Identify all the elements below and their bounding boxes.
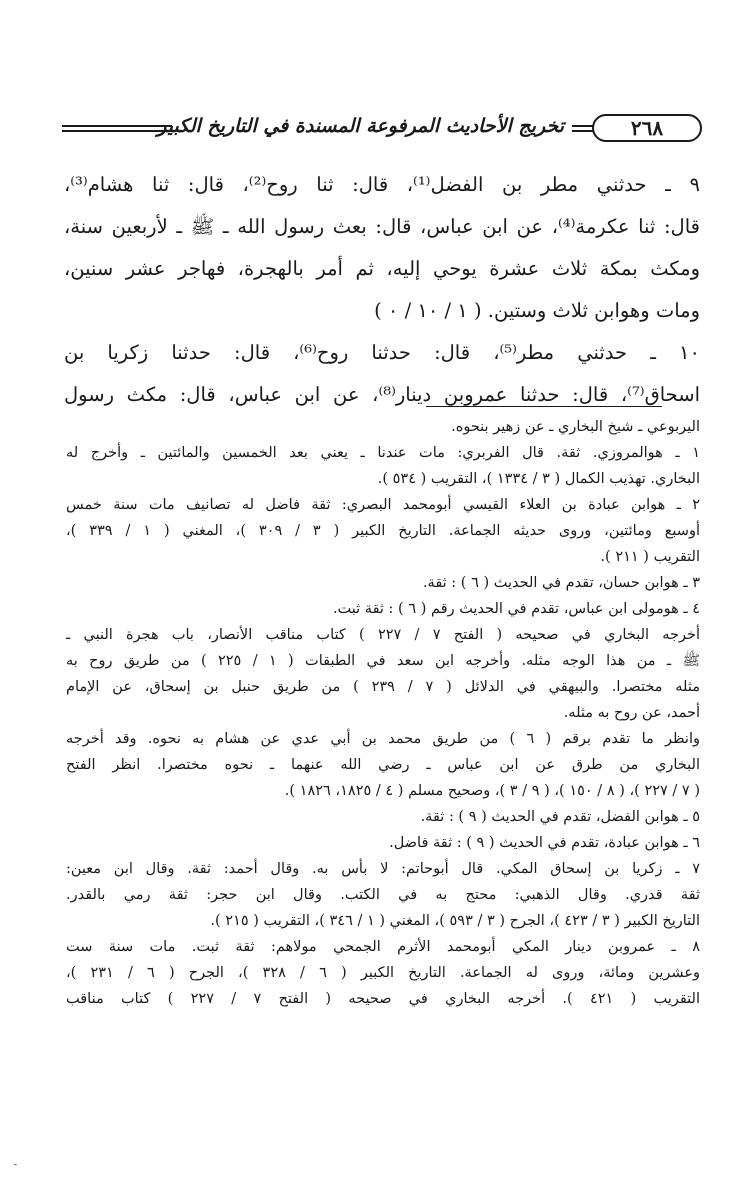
footnote-line: ١ ـ هوالمروزي. ثقة. قال الفربري: مات عندنا ـ يعني بعد الخمسين والمائتين ـ وأخرج له [66, 445, 700, 461]
main-line: ٩ ـ حدثني مطر بن الفضل⁽¹⁾، قال: ثنا روح⁽²⁾، قال: ثنا هشام⁽³⁾، [64, 173, 700, 196]
page-number: ٢٦٨ [592, 114, 702, 142]
footnote-line: اليربوعي ـ شيخ البخاري ـ عن زهير بنحوه. [451, 419, 700, 435]
footnote-line: وانظر ما تقدم برقم ( ٦ ) من طريق محمد بن أبي عدي عن هشام به نحوه. وقد أخرجه [66, 731, 700, 747]
footnote-separator [426, 406, 662, 407]
main-line: اسحاق⁽⁷⁾، قال: حدثنا عمروبن دينار⁽⁸⁾، عن ابن عباس، قال: مكث رسول [64, 383, 700, 406]
header-rule [62, 130, 172, 132]
footnote-line: التقريب ( ٢١١ ). [600, 549, 700, 565]
footnote-line: ﷺ ـ من هذا الوجه مثله. وأخرجه ابن سعد في الطبقات ( ١ / ٢٢٥ ) من طريق روح به [66, 653, 700, 669]
footnote-line: البخاري. تهذيب الكمال ( ٣ / ١٣٣٤ )، التقريب ( ٥٣٤ ). [377, 471, 700, 487]
footnote-line: ٣ ـ هوابن حسان، تقدم في الحديث ( ٦ ) : ثقة. [422, 575, 700, 591]
footnote-line: ٢ ـ هوابن عبادة بن العلاء القيسي أبومحمد البصري: ثقة فاضل له تصانيف مات سنة خمس [66, 497, 700, 513]
footnote-line: وعشرين ومائة، وروى له الجماعة. التاريخ الكبير ( ٦ / ٣٢٨ )، الجرح ( ٦ / ٢٣١ )، [66, 965, 700, 981]
corner-mark: ـ [14, 1158, 17, 1168]
page-header [62, 110, 702, 146]
header-rule [572, 125, 594, 127]
footnote-line: مثله مختصرا. والبيهقي في الدلائل ( ٧ / ٢٣٩ ) من طريق حنبل بن إسحاق، عن الإمام [66, 679, 700, 695]
main-text [64, 164, 700, 416]
footnotes [66, 414, 700, 1012]
footnote-line: ٥ ـ هوابن الفضل، تقدم في الحديث ( ٩ ) : ثقة. [420, 809, 700, 825]
footnote-line: ( ٧ / ٢٢٧ )، ( ٨ / ١٥٠ )، ( ٩ / ٣ )، وصحيح مسلم ( ٤ / ١٨٢٥، ١٨٢٦ ). [284, 783, 700, 799]
footnote-line: ثقة قدري. وقال الذهبي: محتج به في الكتب. وقال ابن حجر: ثقة رمي بالقدر. [66, 887, 700, 903]
footnote-line: أحمد، عن روح به مثله. [563, 705, 700, 721]
footnote-line: البخاري من طرق عن ابن عباس ـ رضي الله عنهما ـ نحوه مختصرا. انظر الفتح [66, 757, 700, 773]
main-line: ومات وهوابن ثلاث وستين. ( ١ / ١٠ / ٠ ) [374, 299, 700, 322]
main-line: ١٠ ـ حدثني مطر⁽⁵⁾، قال: حدثنا روح⁽⁶⁾، قال: حدثنا زكريا بن [64, 341, 700, 364]
header-rule [572, 130, 594, 132]
footnote-line: ٤ ـ هومولى ابن عباس، تقدم في الحديث رقم ( ٦ ) : ثقة ثبت. [332, 601, 700, 617]
footnote-line: التاريخ الكبير ( ٣ / ٤٢٣ )، الجرح ( ٣ / ٥٩٣ )، المغني ( ١ / ٣٤٦ )، التقريب ( ٢١٥ ). [210, 913, 700, 929]
footnote-line: ٨ ـ عمروبن دينار المكي أبومحمد الأثرم الجمحي مولاهم: ثقة ثبت. مات سنة ست [66, 939, 700, 955]
footnote-line: أوسبع ومائتين، وروى حديثه الجماعة. التاريخ الكبير ( ٣ / ٣٠٩ )، المغني ( ١ / ٣٣٩ )، [66, 523, 700, 539]
footnote-line: التقريب ( ٤٢١ ). أخرجه البخاري في صحيحه ( الفتح ٧ / ٢٢٧ ) كتاب مناقب [66, 991, 700, 1007]
footnote-line: ٦ ـ هوابن عبادة، تقدم في الحديث ( ٩ ) : ثقة فاضل. [389, 835, 700, 851]
header-rule [62, 125, 172, 127]
footnote-line: أخرجه البخاري في صحيحه ( الفتح ٧ / ٢٢٧ ) كتاب مناقب الأنصار، باب هجرة النبي ـ [66, 627, 700, 643]
main-line: ومكث بمكة ثلاث عشرة يوحي إليه، ثم أمر بالهجرة، فهاجر عشر سنين، [64, 257, 700, 280]
main-line: قال: ثنا عكرمة⁽⁴⁾، عن ابن عباس، قال: بعث رسول الله ـ ﷺ ـ لأربعين سنة، [64, 215, 700, 238]
footnote-line: ٧ ـ زكريا بن إسحاق المكي. قال أبوحاتم: لا بأس به. وقال أحمد: ثقة. وقال ابن معين: [66, 861, 700, 877]
running-title: تخريج الأحاديث المرفوعة المسندة في التاريخ الكبير [157, 115, 564, 137]
